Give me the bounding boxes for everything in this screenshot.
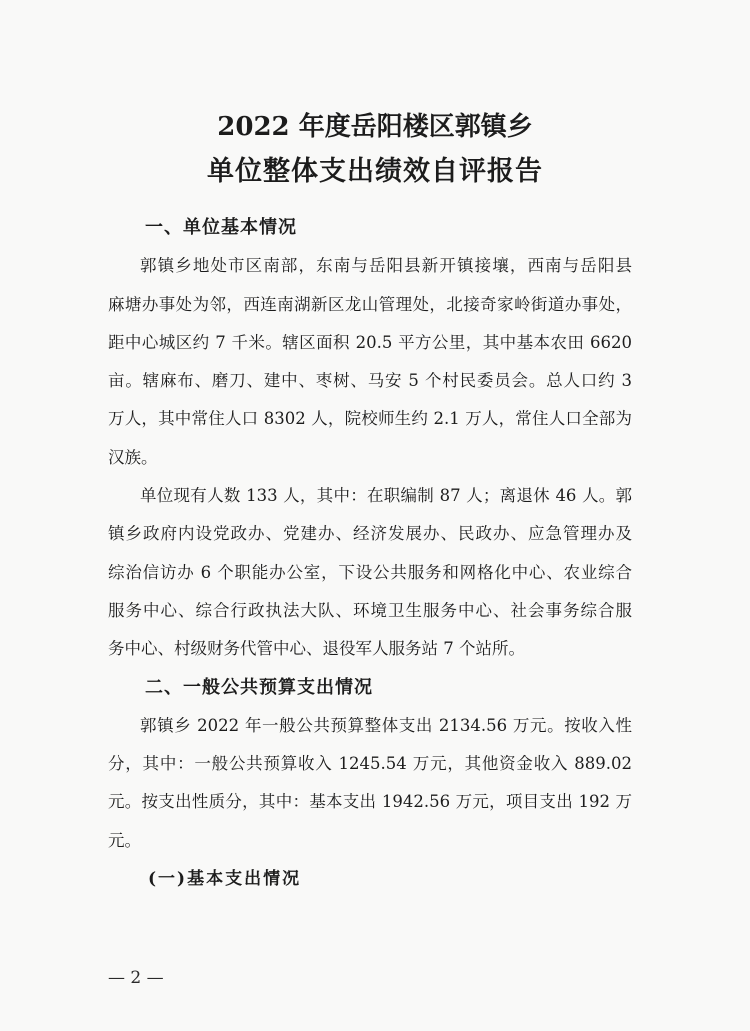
text-line: 汉族。: [108, 447, 158, 467]
subsection-heading-basic-expenditure: (一)基本支出情况: [148, 869, 302, 890]
text-line: 务中心、村级财务代管中心、退役军人服务站 7 个站所。: [108, 639, 525, 659]
text-line: 单位现有人数 133 人，其中：在职编制 87 人；离退休 46 人。郭: [140, 486, 632, 506]
text-line: 麻塘办事处为邻，西连南湖新区龙山管理处，北接奇家岭街道办事处，: [108, 294, 632, 314]
text-line: 亩。辖麻布、磨刀、建中、枣树、马安 5 个村民委员会。总人口约 3: [108, 371, 632, 391]
text-line: 服务中心、综合行政执法大队、环境卫生服务中心、社会事务综合服: [108, 600, 632, 620]
paragraph-location-overview: [108, 247, 632, 477]
document-title-line-2: 单位整体支出绩效自评报告: [207, 156, 543, 187]
text-line: 综治信访办 6 个职能办公室，下设公共服务和网格化中心、农业综合: [108, 562, 632, 582]
text-line: 元。: [108, 830, 141, 850]
text-line: 万人，其中常住人口 8302 人，院校师生约 2.1 万人，常住人口全部为: [108, 409, 632, 429]
paragraph-staff-and-offices: [108, 477, 632, 668]
paragraph-budget-summary: [108, 707, 632, 860]
text-line: 郭镇乡 2022 年一般公共预算整体支出 2134.56 万元。按收入性: [140, 715, 632, 735]
section-heading-budget-expenditure: 二、一般公共预算支出情况: [145, 676, 373, 698]
text-line: 镇乡政府内设党政办、党建办、经济发展办、民政办、应急管理办及: [108, 524, 632, 544]
document-title-line-1: 2022 年度岳阳楼区郭镇乡: [217, 112, 533, 142]
section-heading-basic-info: 一、单位基本情况: [145, 217, 297, 238]
text-line: 元。按支出性质分，其中：基本支出 1942.56 万元，项目支出 192 万: [108, 792, 632, 812]
text-line: 距中心城区约 7 千米。辖区面积 20.5 平方公里，其中基本农田 6620: [108, 332, 632, 352]
text-line: 郭镇乡地处市区南部，东南与岳阳县新开镇接壤，西南与岳阳县: [140, 256, 632, 276]
text-line: 分，其中：一般公共预算收入 1245.54 万元，其他资金收入 889.02: [108, 754, 632, 774]
page-number: — 2 —: [108, 968, 164, 988]
document-body: [108, 209, 632, 898]
